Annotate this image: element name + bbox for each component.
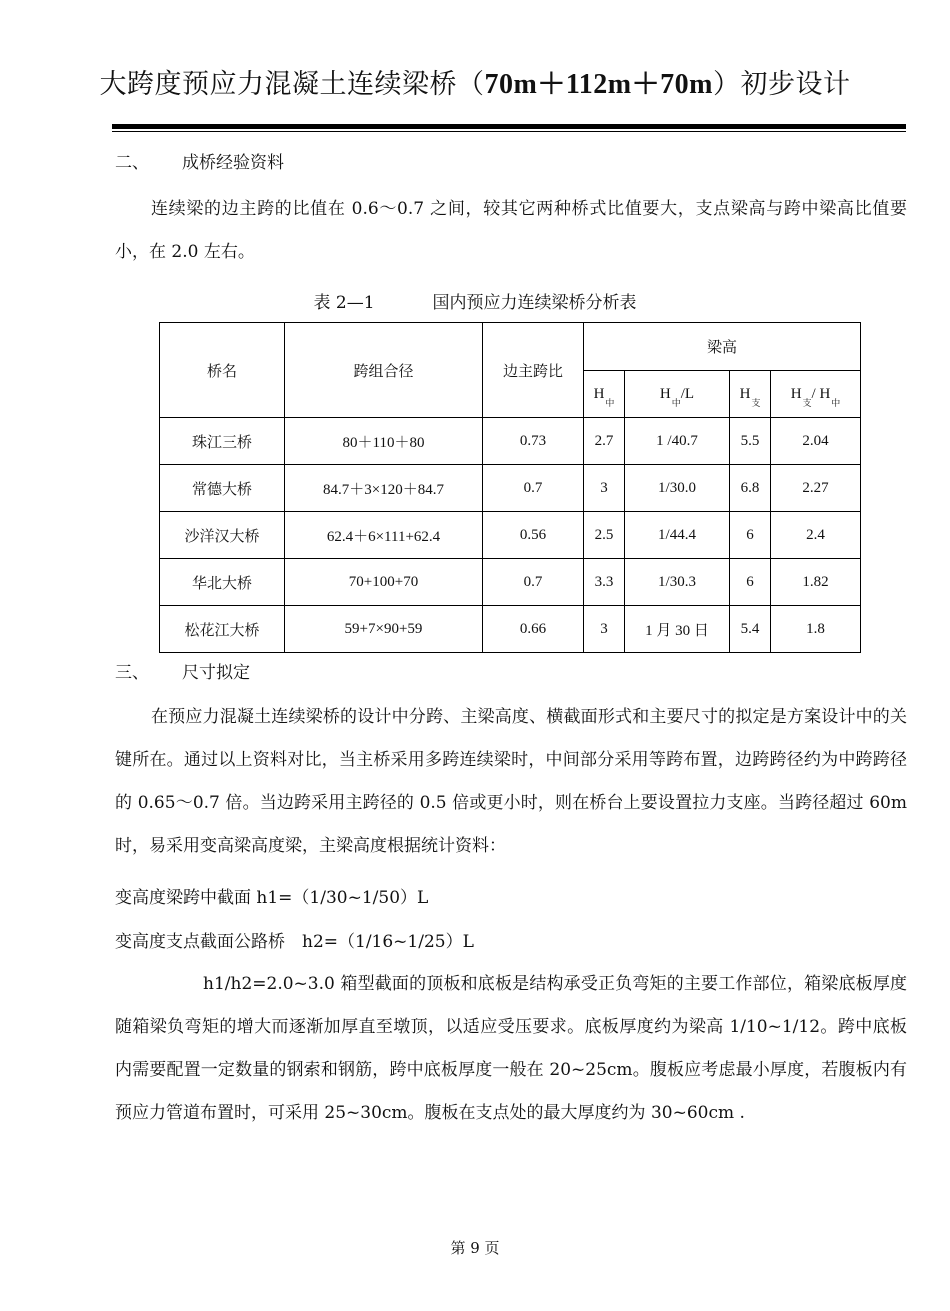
cell-h-mid: 2.7 xyxy=(584,418,625,465)
document-header-title xyxy=(0,62,950,102)
table-row xyxy=(160,418,861,465)
cell-span: 62.4＋6×111+62.4 xyxy=(285,512,483,559)
cell-h-ratio: 1.8 xyxy=(771,606,861,653)
section-3-number: 三、 xyxy=(115,663,149,683)
cell-h-mid: 3.3 xyxy=(584,559,625,606)
cell-ratio: 0.73 xyxy=(483,418,584,465)
header-side-main-ratio: 边主跨比 xyxy=(483,323,584,418)
table-row xyxy=(160,512,861,559)
cell-h-mid: 2.5 xyxy=(584,512,625,559)
cell-h-sup: 5.5 xyxy=(730,418,771,465)
cell-h-ratio: 2.04 xyxy=(771,418,861,465)
cell-h-sup: 5.4 xyxy=(730,606,771,653)
header-bridge-name: 桥名 xyxy=(160,323,285,418)
cell-h-sup: 6 xyxy=(730,512,771,559)
cell-h-mid: 3 xyxy=(584,465,625,512)
cell-span: 84.7＋3×120＋84.7 xyxy=(285,465,483,512)
cell-bridge-name: 常德大桥 xyxy=(160,465,285,512)
cell-h-ratio: 2.4 xyxy=(771,512,861,559)
header-h-mid: $H_中$ xyxy=(584,371,625,418)
page-number: 第 9 页 xyxy=(450,1239,500,1257)
header-h-mid-over-l: $H_中/L$ xyxy=(625,371,730,418)
table-row xyxy=(160,465,861,512)
header-span-combo: 跨组合径 xyxy=(285,323,483,418)
bridge-analysis-table xyxy=(159,322,861,653)
cell-h-mid: 3 xyxy=(584,606,625,653)
cell-h-ratio: 2.27 xyxy=(771,465,861,512)
cell-h-ratio: 1.82 xyxy=(771,559,861,606)
cell-h-mid-l: 1 /40.7 xyxy=(625,418,730,465)
section-2-heading: 成桥经验资料 xyxy=(182,153,284,173)
cell-bridge-name: 松花江大桥 xyxy=(160,606,285,653)
table-caption-title: 国内预应力连续梁桥分析表 xyxy=(432,293,637,313)
cell-span: 70+100+70 xyxy=(285,559,483,606)
section-3-paragraph-2: h1/h2=2.0~3.0 箱型截面的顶板和底板是结构承受正负弯矩的主要工作部位，箱梁底板厚度随箱梁负弯矩的增大而逐渐加厚直至墩顶，以适应受压要求。底板厚度约为梁高 1/10~1/12。跨中底板内需要配置一定数量的钢索和钢筋，跨中底板厚度一般在 20~25cm。腹板应考虑最小厚度，若腹板内有预应力管道布置时，可采用 25~30cm。腹板在支点处的最大厚度约为 30~60cm . xyxy=(115,974,907,1123)
section-2-paragraph: 连续梁的边主跨的比值在 0.6～0.7 之间，较其它两种桥式比值要大，支点梁高与跨中梁高比值要小，在 2.0 左右。 xyxy=(115,199,907,262)
cell-ratio: 0.7 xyxy=(483,559,584,606)
section-3-heading: 尺寸拟定 xyxy=(182,663,250,683)
header-h-ratio: $H_支/$ $H_中$ xyxy=(771,371,861,418)
table-row xyxy=(160,606,861,653)
table-header-row xyxy=(160,323,861,371)
formula-h2: 变高度支点截面公路桥 h2=（1/16~1/25）L xyxy=(115,932,474,952)
header-rule-thick xyxy=(112,124,906,129)
header-title-prefix: 大跨度预应力混凝土连续梁桥（ xyxy=(99,69,485,100)
cell-bridge-name: 华北大桥 xyxy=(160,559,285,606)
cell-h-mid-l: 1/30.0 xyxy=(625,465,730,512)
header-rule-thin xyxy=(112,131,906,132)
cell-span: 80＋110＋80 xyxy=(285,418,483,465)
cell-bridge-name: 沙洋汉大桥 xyxy=(160,512,285,559)
cell-h-sup: 6.8 xyxy=(730,465,771,512)
formula-h1: 变高度梁跨中截面 h1=（1/30~1/50）L xyxy=(115,888,429,908)
table-caption-number: 表 2—1 xyxy=(313,293,375,313)
section-2-number: 二、 xyxy=(115,153,149,173)
header-h-sup: $H_支$ xyxy=(730,371,771,418)
header-title-suffix: ）初步设计 xyxy=(712,69,851,100)
section-3-paragraph-1: 在预应力混凝土连续梁桥的设计中分跨、主梁高度、横截面形式和主要尺寸的拟定是方案设计中的关键所在。通过以上资料对比，当主桥采用多跨连续梁时，中间部分采用等跨布置，边跨跨径约为中跨跨径的 0.65～0.7 倍。当边跨采用主跨径的 0.5 倍或更小时，则在桥台上要设置拉力支座。当跨径超过 60m 时，易采用变高梁高度梁，主梁高度根据统计资料： xyxy=(115,707,907,856)
header-beam-height: 梁高 xyxy=(584,323,861,371)
table-row xyxy=(160,559,861,606)
cell-h-mid-l: 1/44.4 xyxy=(625,512,730,559)
cell-h-mid-l: 1 月 30 日 xyxy=(625,606,730,653)
table-caption xyxy=(0,288,950,313)
cell-h-sup: 6 xyxy=(730,559,771,606)
cell-ratio: 0.56 xyxy=(483,512,584,559)
cell-span: 59+7×90+59 xyxy=(285,606,483,653)
header-title-spans: 70m＋112m＋70m xyxy=(484,69,713,100)
cell-h-mid-l: 1/30.3 xyxy=(625,559,730,606)
cell-ratio: 0.66 xyxy=(483,606,584,653)
cell-ratio: 0.7 xyxy=(483,465,584,512)
cell-bridge-name: 珠江三桥 xyxy=(160,418,285,465)
